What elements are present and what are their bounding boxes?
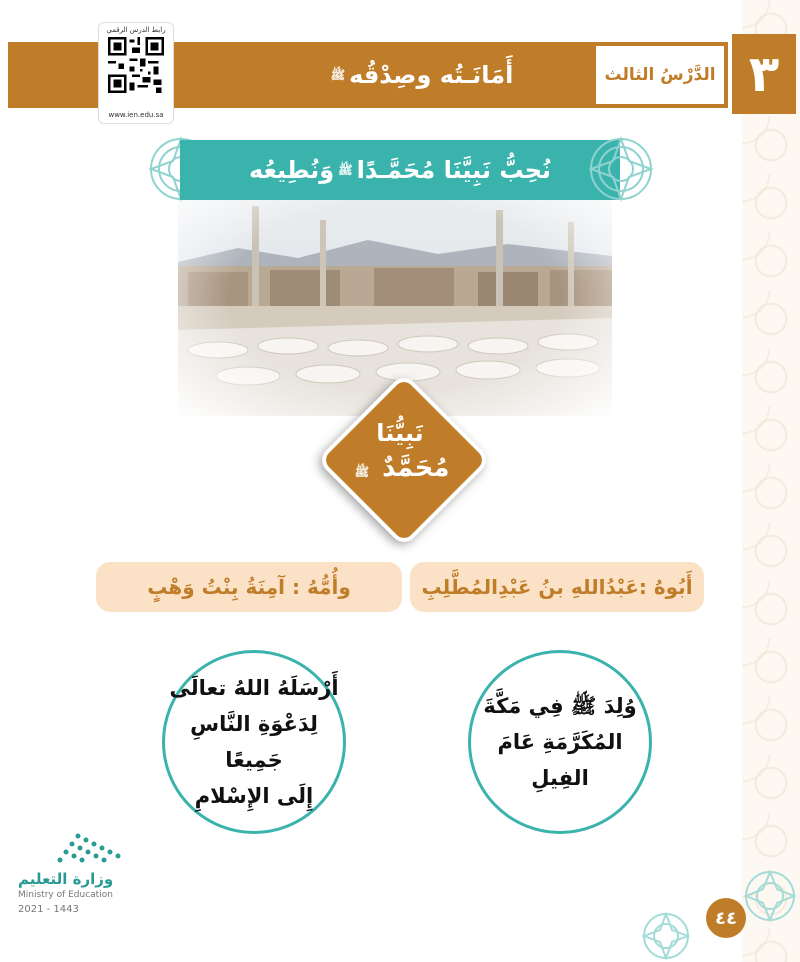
diamond-line-1: نَبِيُّنَا: [376, 419, 424, 447]
banner-honorific: ﷺ: [338, 163, 353, 177]
mission-line-3: إِلَى الإِسْلامِ: [194, 784, 314, 808]
page-number: ٤٤: [706, 898, 746, 938]
ministry-logo: [18, 830, 128, 916]
birth-line-3: الفِيلِ: [531, 766, 589, 790]
ministry-emblem-icon: [18, 830, 128, 866]
qr-url: www.ien.edu.sa: [108, 111, 164, 119]
father-info: أَبُوهُ :عَبْدُاللهِ بنُ عَبْدِالمُطَّلِبِ: [410, 562, 704, 612]
rosette-bottom-right-icon: [742, 868, 798, 924]
diamond-text: [320, 416, 480, 486]
rosette-bottom-left-icon: [640, 910, 692, 962]
diamond-line-2: [320, 450, 480, 486]
lesson-banner: [180, 140, 620, 200]
title-honorific: ﷺ: [330, 68, 346, 82]
ministry-year: 2021 - 1443: [18, 904, 79, 915]
mission-fact-circle: [162, 650, 346, 834]
diamond-name: مُحَمَّدٌ: [382, 453, 450, 483]
lesson-title: [250, 42, 590, 108]
mission-line-1: أَرْسَلَهُ اللهُ تعالَى: [169, 676, 339, 700]
ministry-name-english: Ministry of Education: [18, 890, 113, 900]
qr-code-icon: [108, 37, 164, 93]
decorative-pattern-strip: [742, 0, 800, 962]
birth-fact-circle: [468, 650, 652, 834]
banner-text-start: نُحِبُّ نَبِيَّنَا مُحَمَّـدًا: [356, 156, 552, 184]
rosette-right-icon: [588, 136, 654, 202]
qr-code-card[interactable]: [98, 22, 174, 124]
birth-line-1: وُلِدَ ﷺ فِي مَكَّةَ: [483, 694, 637, 718]
banner-text-end: وَنُطِيعُه: [248, 156, 335, 184]
birth-line-2: المُكَرَّمَةِ عَامَ: [497, 730, 623, 754]
ministry-name-arabic: وزارة التعليم: [18, 870, 114, 888]
qr-caption: رابط الدرس الرقمي: [106, 26, 166, 34]
prophet-name-diamond: [320, 376, 480, 536]
lesson-title-text: أَمَانَـتُه وصِدْقُه: [349, 61, 514, 89]
mother-info: وأُمُّهُ : آمِنَةُ بِنْتُ وَهْبٍ: [96, 562, 402, 612]
diamond-honorific: ﷺ: [354, 465, 370, 479]
lesson-number: ٣: [728, 34, 796, 114]
lesson-label: الدَّرْسُ الثالث: [596, 46, 724, 104]
mission-line-2: لِدَعْوَةِ النَّاسِ جَمِيعًا: [190, 712, 318, 772]
